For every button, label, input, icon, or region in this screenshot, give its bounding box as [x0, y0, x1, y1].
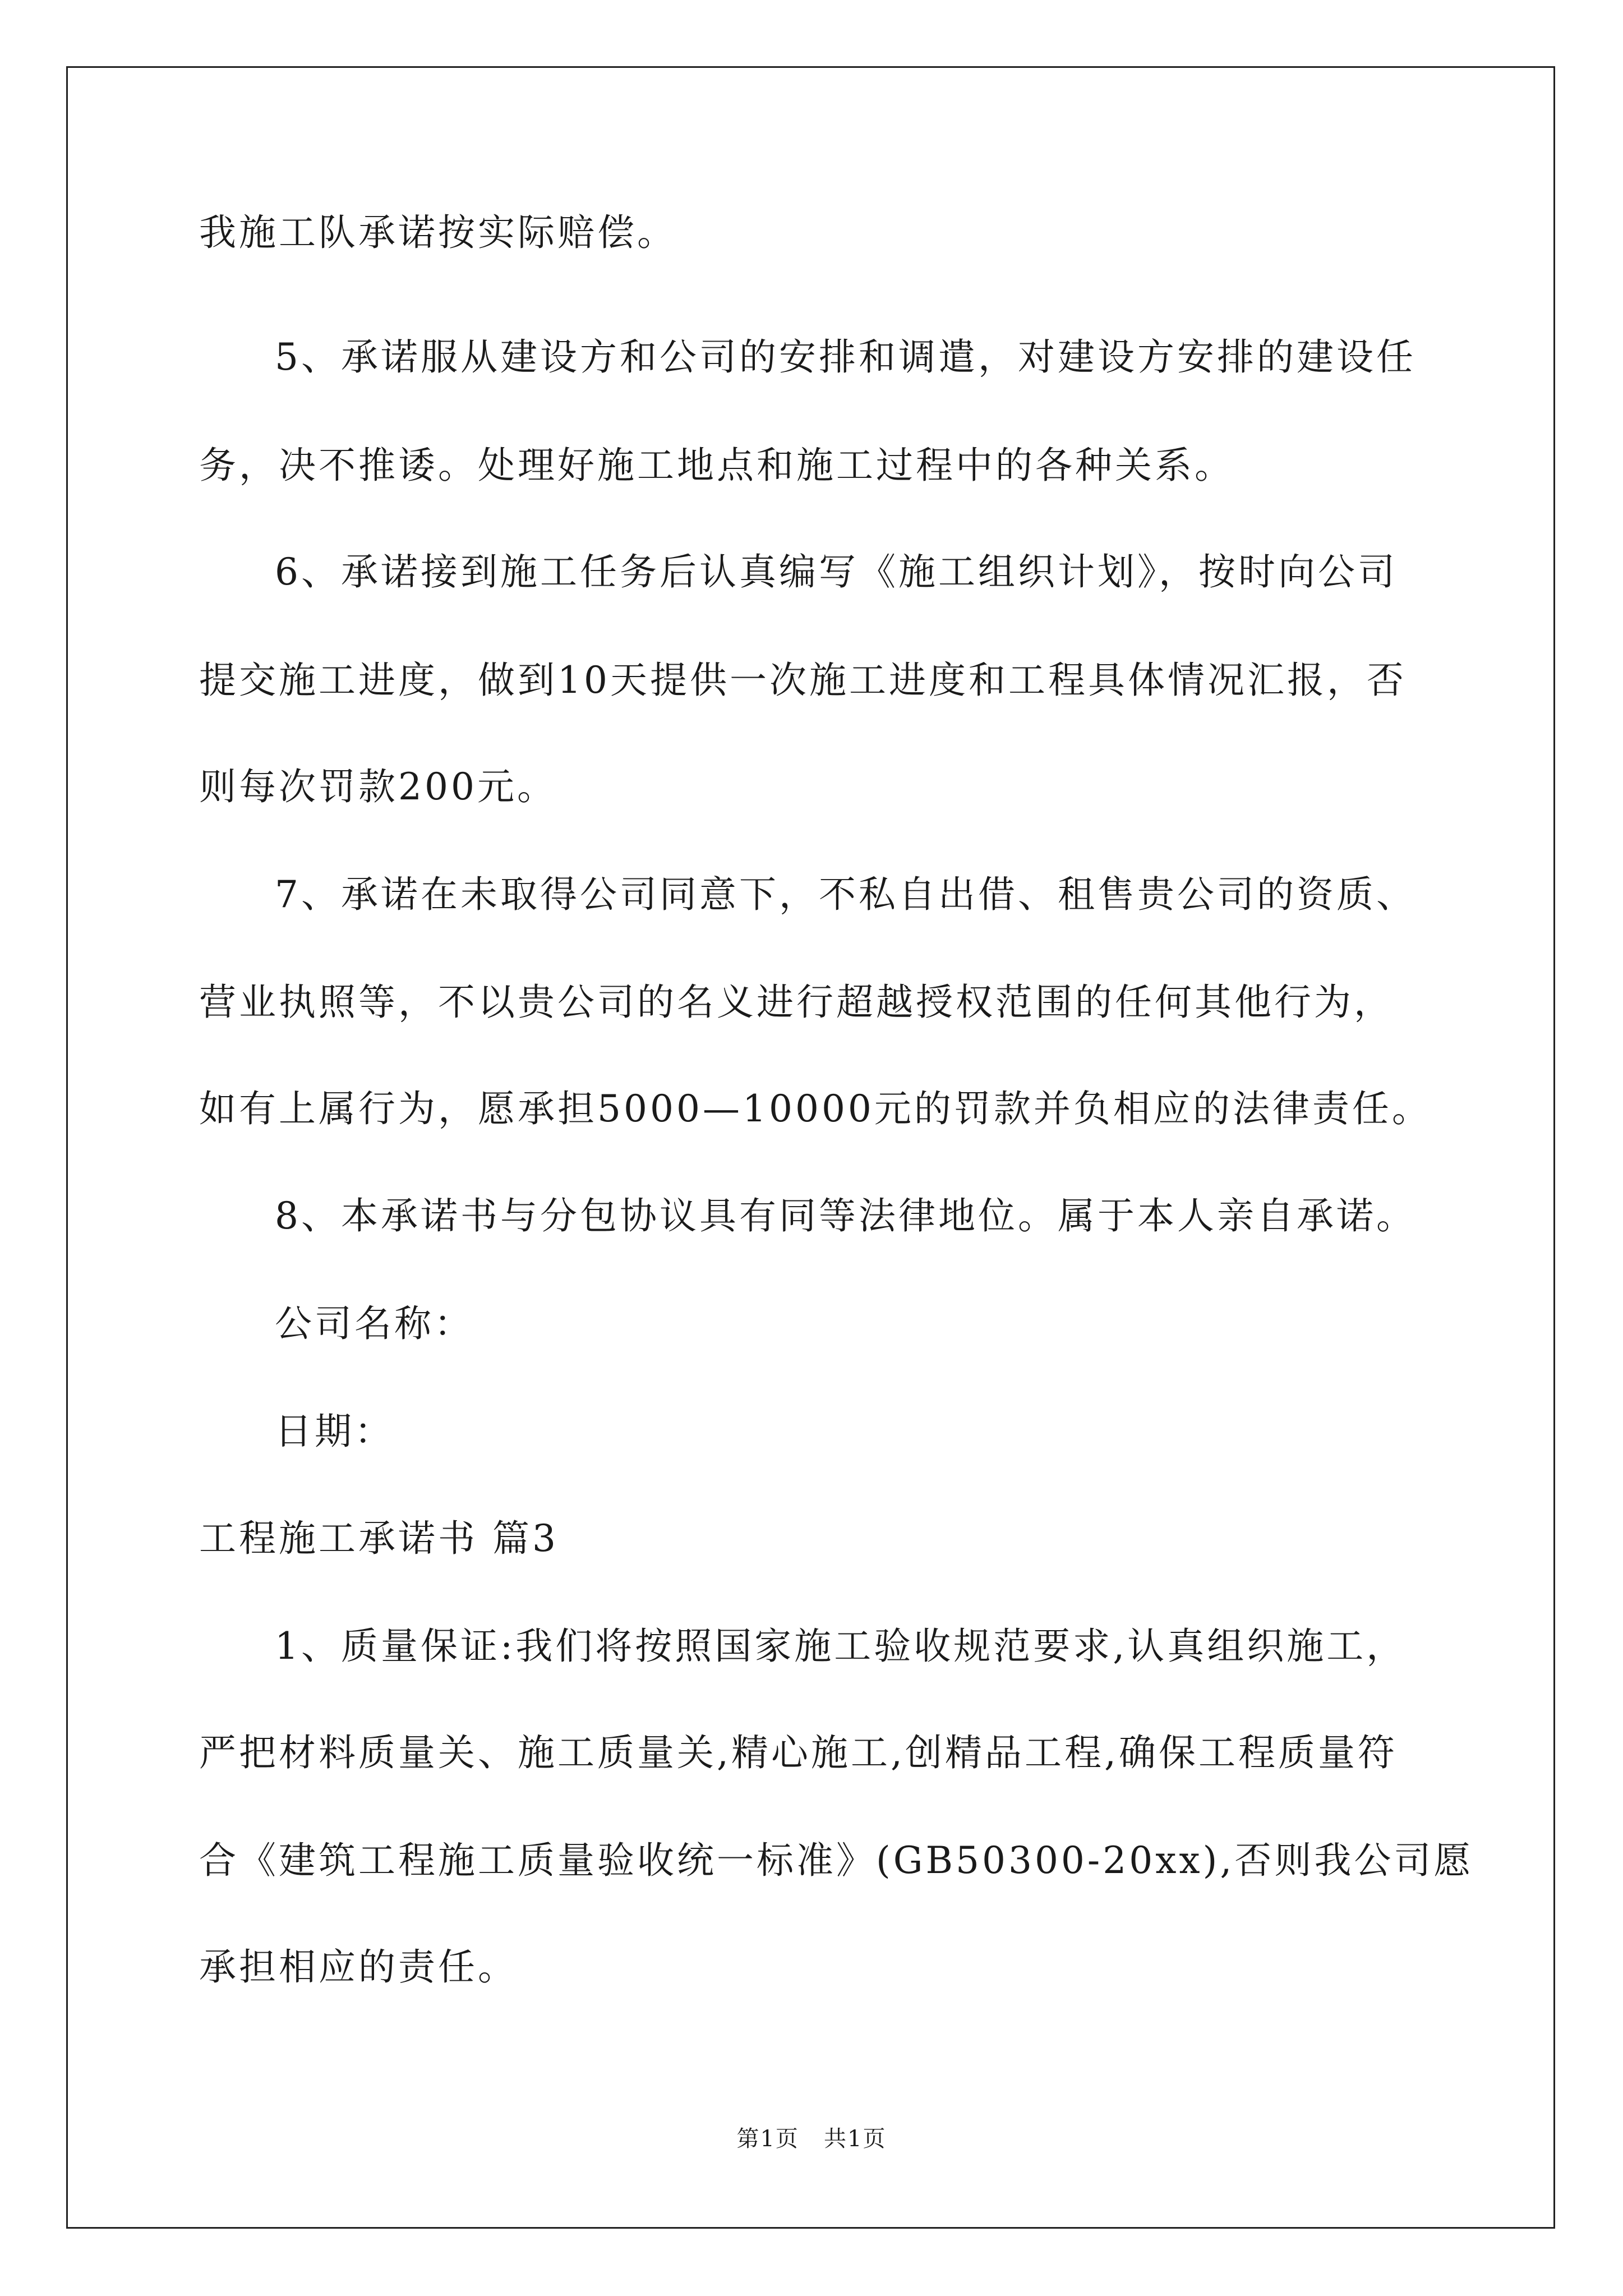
date-label: 日期： [275, 1410, 394, 1453]
paragraph-line: 8、本承诺书与分包协议具有同等法律地位。属于本人亲自承诺。 [275, 1194, 1416, 1237]
paragraph-line: 则每次罚款200元。 [199, 765, 557, 808]
page-footer: 第1页 共1页 [736, 2126, 887, 2152]
paragraph-line: 务，决不推诿。处理好施工地点和施工过程中的各种关系。 [199, 444, 1234, 487]
paragraph-line: 承担相应的责任。 [199, 1945, 518, 1989]
paragraph-line: 合《建筑工程施工质量验收统一标准》(GB50300-20xx),否则我公司愿 [199, 1839, 1474, 1882]
page-border [66, 66, 1555, 2229]
paragraph-line: 6、承诺接到施工任务后认真编写《施工组织计划》，按时向公司 [275, 550, 1398, 593]
section-heading: 工程施工承诺书 篇3 [199, 1517, 559, 1560]
paragraph-line: 7、承诺在未取得公司同意下，不私自出借、租售贵公司的资质、 [275, 873, 1416, 916]
paragraph-line: 5、承诺服从建设方和公司的安排和调遣，对建设方安排的建设任 [275, 335, 1416, 379]
company-name-label: 公司名称： [275, 1302, 474, 1345]
paragraph-line: 提交施工进度，做到10天提供一次施工进度和工程具体情况汇报，否 [199, 659, 1407, 702]
paragraph-line: 我施工队承诺按实际赔偿。 [199, 211, 677, 254]
paragraph-line: 营业执照等，不以贵公司的名义进行超越授权范围的任何其他行为， [199, 981, 1394, 1024]
paragraph-line: 1、质量保证:我们将按照国家施工验收规范要求,认真组织施工， [275, 1625, 1407, 1668]
paragraph-line: 严把材料质量关、施工质量关,精心施工,创精品工程,确保工程质量符 [199, 1731, 1398, 1774]
paragraph-line: 如有上属行为，愿承担5000—10000元的罚款并负相应的法律责任。 [199, 1087, 1432, 1130]
